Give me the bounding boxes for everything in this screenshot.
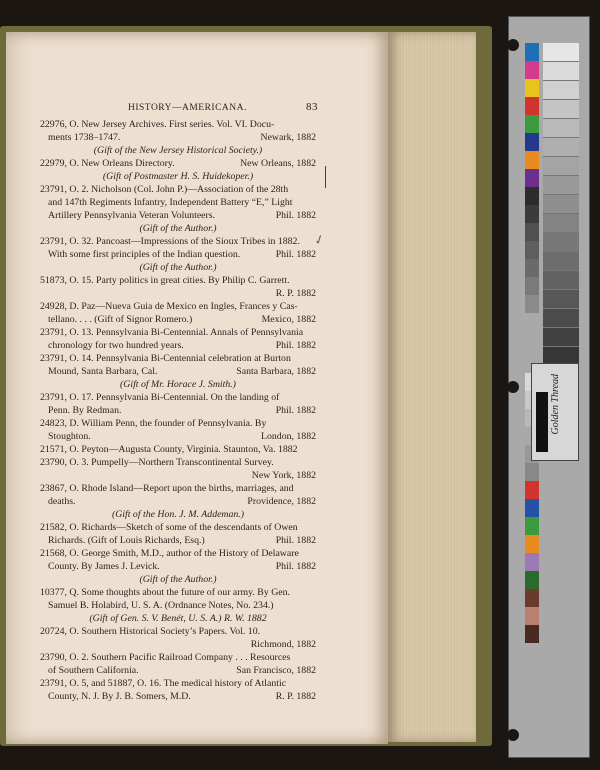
catalog-line [40,144,316,157]
color-swatch-strip [525,43,539,643]
entry-imprint: Providence, 1882 [247,496,316,507]
target-black-patch [536,392,548,452]
entry-text: 51873, O. 15. Party politics in great cities. By Philip C. Garrett. [40,275,290,286]
color-swatch [525,115,539,133]
catalog-line [40,157,316,170]
gray-swatch [543,176,579,195]
catalog-line [40,521,316,534]
entry-text: 23867, O. Rhode Island—Report upon the births, marriages, and [40,483,294,494]
entry-text: 23791, O. 5, and 51887, O. 16. The medical history of Atlantic [40,678,287,689]
catalog-line [40,274,316,287]
gray-swatch-strip [543,43,579,366]
catalog-line [40,209,316,222]
color-swatch [525,205,539,223]
page-edges [388,32,476,742]
catalog-line [40,404,316,417]
catalog-line [40,456,316,469]
entry-text: (Gift of Mr. Horace J. Smith.) [120,379,236,390]
color-swatch [525,277,539,295]
catalog-line [40,183,316,196]
entry-text: 20724, O. Southern Historical Society’s Papers. Vol. 10. [40,626,261,637]
catalog-line [40,664,316,677]
catalog-line [40,443,316,456]
scale-hole [507,39,519,51]
pencil-check-mark: ✓ [311,230,327,249]
catalog-line [40,638,316,651]
color-swatch [525,553,539,571]
entry-text: (Gift of Gen. S. V. Benét, U. S. A.) R. W. 1882 [89,613,267,624]
catalog-line [40,118,316,131]
catalog-line [40,560,316,573]
entry-imprint: Phil. 1882 [275,340,316,351]
color-swatch [525,97,539,115]
gray-swatch [543,271,579,290]
catalog-line [40,131,316,144]
catalog-line [40,391,316,404]
entry-imprint: San Francisco, 1882 [236,665,316,676]
entry-text: 21571, O. Peyton—Augusta County, Virginia. Staunton, Va. 1882 [40,444,298,455]
color-swatch [525,535,539,553]
entry-imprint: London, 1882 [261,431,316,442]
catalog-line [40,469,316,482]
entry-text: (Gift of the New Jersey Historical Society.) [93,145,263,156]
catalog-line [40,651,316,664]
catalog-line [40,287,316,300]
entry-text: 24823, D. William Penn, the founder of Pennsylvania. By [40,418,267,429]
catalog-line [40,612,316,625]
entry-imprint: New Orleans, 1882 [240,158,316,169]
catalog-line [40,430,316,443]
entry-imprint: Phil. 1882 [275,535,316,546]
gray-swatch [543,62,579,81]
entry-text: (Gift of Postmaster H. S. Huidekoper.) [102,171,254,182]
color-swatch [525,223,539,241]
entry-text: deaths. [48,496,76,507]
gray-swatch [543,328,579,347]
entry-text: 22976, O. New Jersey Archives. First series. Vol. VI. Docu- [40,119,275,130]
color-swatch [525,589,539,607]
color-swatch [525,79,539,97]
gray-swatch [543,309,579,328]
gray-swatch [543,81,579,100]
entry-text: (Gift of the Author.) [139,223,217,234]
entry-text: chronology for two hundred years. [48,340,184,351]
scale-hole [507,729,519,741]
entry-text: ments 1738–1747. [48,132,121,143]
entry-imprint: Phil. 1882 [275,210,316,221]
entry-text: 23791, O. 13. Pennsylvania Bi-Centennial. Annals of Pennsylvania [40,327,304,338]
catalog-line [40,534,316,547]
catalog-line [40,417,316,430]
catalog-line [40,352,316,365]
entry-imprint: Santa Barbara, 1882 [236,366,316,377]
entry-imprint: Mexico, 1882 [261,314,316,325]
entry-text: County, N. J. By J. B. Somers, M.D. [48,691,191,702]
entry-text: 23791, O. 14. Pennsylvania Bi-Centennial celebration at Burton [40,353,291,364]
catalog-line [40,625,316,638]
catalog-line [40,378,316,391]
catalog-line [40,690,316,703]
color-swatch [525,481,539,499]
catalog-line [40,508,316,521]
gray-swatch [543,43,579,62]
entry-imprint: Newark, 1882 [260,132,316,143]
entry-text: of Southern California. [48,665,139,676]
gray-swatch [543,195,579,214]
page-number: 83 [306,101,318,113]
catalog-line [40,365,316,378]
entry-text: 24928, D. Paz—Nueva Guia de Mexico en Ingles, Frances y Cas- [40,301,298,312]
entry-imprint: Richmond, 1882 [250,639,316,650]
entry-text: County. By James J. Levick. [48,561,160,572]
gray-swatch [543,138,579,157]
catalog-line [40,677,316,690]
entry-text: Stoughton. [48,431,91,442]
entry-imprint: Phil. 1882 [275,249,316,260]
catalog-line [40,586,316,599]
catalog-line [40,222,316,235]
color-swatch [525,43,539,61]
color-swatch [525,295,539,313]
golden-thread-label: Golden Thread [550,374,561,435]
catalog-line [40,248,316,261]
color-swatch [525,151,539,169]
color-swatch [525,169,539,187]
catalog-line [40,599,316,612]
entry-text: 21568, O. George Smith, M.D., author of the History of Delaware [40,548,299,559]
catalog-line [40,573,316,586]
color-swatch [525,517,539,535]
entry-imprint: Phil. 1882 [275,405,316,416]
gray-swatch [543,157,579,176]
color-swatch [525,259,539,277]
catalog-line [40,326,316,339]
entry-text: Artillery Pennsylvania Veteran Volunteers. [48,210,216,221]
gray-swatch [543,214,579,233]
entry-text: tellano. . . . (Gift of Signor Romero.) [48,314,193,325]
entry-text: 23791, O. 2. Nicholson (Col. John P.)—Association of the 28th [40,184,289,195]
entry-text: 22979, O. New Orleans Directory. [40,158,175,169]
pencil-mark [325,166,326,188]
color-swatch [525,625,539,643]
color-swatch [525,571,539,589]
gray-swatch [543,252,579,271]
entry-text: 23791, O. 17. Pennsylvania Bi-Centennial. On the landing of [40,392,280,403]
color-swatch [525,607,539,625]
color-calibration-scale [508,16,590,758]
entry-text: 10377, Q. Some thoughts about the future of our army. By Gen. [40,587,290,598]
gray-swatch [543,233,579,252]
catalog-entries [40,118,316,703]
scale-hole [507,381,519,393]
catalog-line [40,300,316,313]
entry-text: (Gift of the Author.) [139,262,217,273]
color-swatch [525,133,539,151]
gray-swatch [543,290,579,309]
entry-imprint: R. P. 1882 [275,691,316,702]
entry-text: (Gift of the Hon. J. M. Addeman.) [111,509,245,520]
catalog-line [40,313,316,326]
entry-imprint: R. P. 1882 [275,288,316,299]
entry-text: 23790, O. 2. Southern Pacific Railroad Company . . . Resources [40,652,291,663]
catalog-line [40,495,316,508]
header-title: HISTORY—AMERICANA. [128,103,247,113]
entry-text: and 147th Regiments Infantry, Independent Battery “E,” Light [48,197,293,208]
color-swatch [525,61,539,79]
color-swatch [525,499,539,517]
entry-imprint: Phil. 1882 [275,561,316,572]
entry-text: 21582, O. Richards—Sketch of some of the descendants of Owen [40,522,298,533]
gray-swatch [543,100,579,119]
entry-text: Penn. By Redman. [48,405,122,416]
entry-text: Samuel B. Holabird, U. S. A. (Ordnance Notes, No. 234.) [48,600,274,611]
entry-text: Richards. (Gift of Louis Richards, Esq.) [48,535,205,546]
entry-text: With some first principles of the Indian question. [48,249,241,260]
gray-swatch [543,119,579,138]
catalog-line [40,482,316,495]
catalog-line [40,547,316,560]
color-swatch [525,187,539,205]
entry-text: 23791, O. 32. Pancoast—Impressions of the Sioux Tribes in 1882. [40,236,300,247]
golden-thread-target [531,363,579,461]
catalog-line [40,261,316,274]
color-swatch [525,463,539,481]
catalog-line [40,170,316,183]
color-swatch [525,241,539,259]
catalog-line [40,235,316,248]
entry-text: 23790, O. 3. Pumpelly—Northern Transcontinental Survey. [40,457,274,468]
catalog-line [40,196,316,209]
catalog-line [40,339,316,352]
entry-text: (Gift of the Author.) [139,574,217,585]
entry-text: Mound, Santa Barbara, Cal. [48,366,158,377]
entry-imprint: New York, 1882 [251,470,316,481]
